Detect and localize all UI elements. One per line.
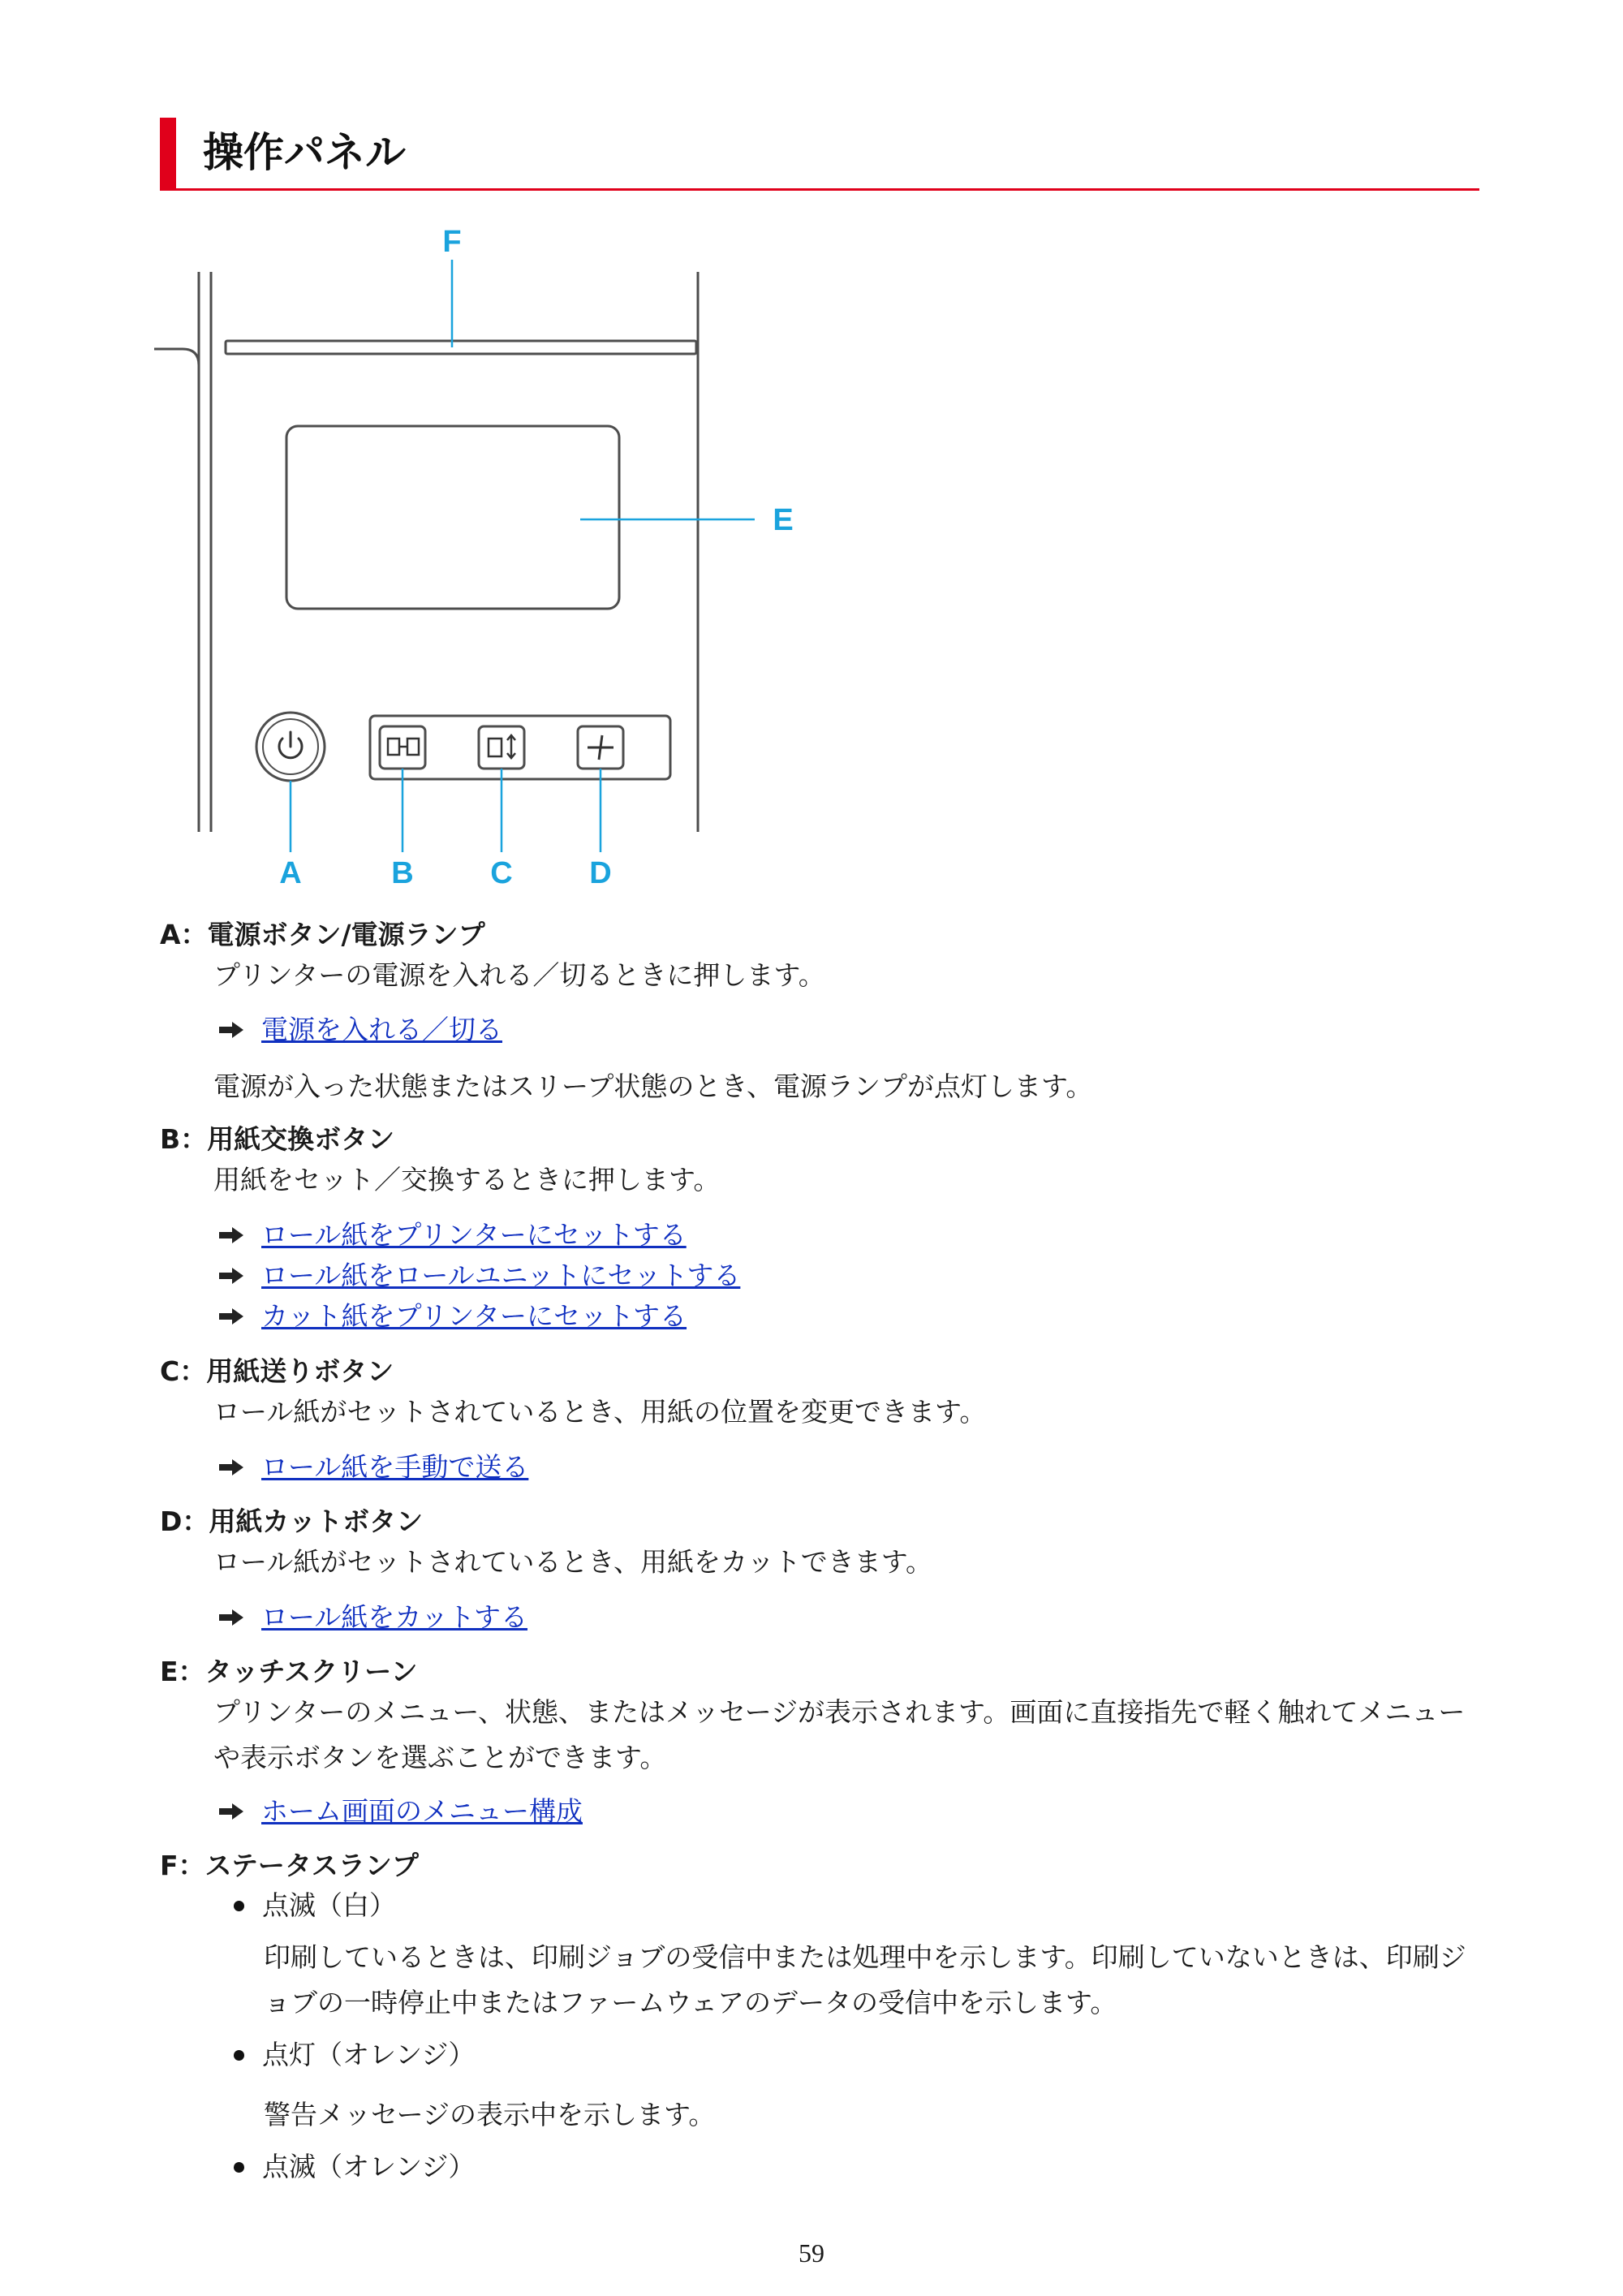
- bullet-1-desc: 印刷しているときは、印刷ジョブの受信中または処理中を示します。印刷していないときは、印刷ジョブの一時停止中またはファームウェアのデータの受信中を示します。: [264, 1941, 1466, 2018]
- bullet-2-desc: 警告メッセージの表示中を示します。: [264, 2099, 716, 2130]
- item-a-desc: プリンターの電源を入れる／切るときに押します。: [213, 959, 825, 991]
- link-power-on-off[interactable]: 電源を入れる／切る: [261, 1014, 502, 1045]
- link-manual-feed[interactable]: ロール紙を手動で送る: [261, 1451, 529, 1483]
- item-a-label: A：電源ボタン/電源ランプ: [160, 919, 485, 950]
- link-load-cut-sheet[interactable]: カット紙をプリンターにセットする: [261, 1300, 687, 1332]
- touch-screen: [286, 426, 619, 609]
- item-e-label: E：タッチスクリーン: [160, 1656, 418, 1687]
- link-load-roll-unit[interactable]: ロール紙をロールユニットにセットする: [261, 1260, 741, 1291]
- bullet-2-label: 点灯（オレンジ）: [262, 2039, 476, 2070]
- item-f-bullet-2: [234, 2037, 475, 2073]
- paper-load-icon: [388, 739, 419, 755]
- callout-e: E: [773, 503, 794, 537]
- heading-accent-bar: [160, 118, 176, 191]
- item-b-label: B：用紙交換ボタン: [160, 1123, 395, 1155]
- bullet-dot-icon: [234, 2162, 244, 2173]
- bullet-dot-icon: [234, 2050, 244, 2061]
- item-a-extra: 電源が入った状態またはスリープ状態のとき、電源ランプが点灯します。: [213, 1070, 1093, 1102]
- right-arrow-icon: [217, 1226, 245, 1245]
- status-lamp: [226, 341, 696, 354]
- callout-a: A: [279, 856, 302, 890]
- item-c-link-row[interactable]: [217, 1450, 528, 1485]
- callout-d: D: [589, 856, 612, 890]
- right-arrow-icon: [217, 1020, 245, 1040]
- item-b-link-row-1[interactable]: [217, 1217, 687, 1253]
- link-cut-roll[interactable]: ロール紙をカットする: [261, 1601, 528, 1633]
- heading-rule: [160, 188, 1479, 191]
- item-c-label: C：用紙送りボタン: [160, 1355, 394, 1387]
- link-home-menu[interactable]: ホーム画面のメニュー構成: [261, 1795, 583, 1827]
- item-f-bullet-3: [234, 2149, 475, 2185]
- link-load-roll-printer[interactable]: ロール紙をプリンターにセットする: [261, 1219, 687, 1251]
- item-c-desc: ロール紙がセットされているとき、用紙の位置を変更できます。: [213, 1396, 987, 1428]
- right-arrow-icon: [217, 1458, 245, 1477]
- operation-panel-figure: [154, 219, 885, 893]
- item-d-desc: ロール紙がセットされているとき、用紙をカットできます。: [213, 1546, 933, 1578]
- callout-f: F: [442, 225, 462, 259]
- paper-feed-icon: [489, 735, 515, 758]
- item-b-link-row-3[interactable]: [217, 1299, 687, 1334]
- item-a-link-row[interactable]: [217, 1012, 502, 1048]
- page-number: 59: [799, 2238, 824, 2268]
- item-d-link-row[interactable]: [217, 1600, 527, 1635]
- item-b-link-row-2[interactable]: [217, 1258, 740, 1294]
- right-arrow-icon: [217, 1307, 245, 1326]
- bullet-3-label: 点滅（オレンジ）: [262, 2151, 476, 2182]
- callout-b: B: [391, 856, 414, 890]
- item-f-bullet-1: [234, 1888, 396, 1923]
- right-arrow-icon: [217, 1802, 245, 1821]
- right-arrow-icon: [217, 1608, 245, 1627]
- panel-side-curve: [154, 349, 199, 365]
- bullet-1-label: 点滅（白）: [262, 1889, 396, 1921]
- paper-cut-icon: [588, 735, 613, 760]
- right-arrow-icon: [217, 1266, 245, 1286]
- item-e-link-row[interactable]: [217, 1794, 583, 1829]
- page-title: 操作パネル: [203, 129, 406, 176]
- item-f-label: F：ステータスランプ: [160, 1850, 419, 1881]
- callout-c: C: [490, 856, 513, 890]
- item-d-label: D：用紙カットボタン: [160, 1506, 424, 1537]
- power-icon: [279, 732, 302, 758]
- item-b-desc: 用紙をセット／交換するときに押します。: [213, 1164, 721, 1195]
- bullet-dot-icon: [234, 1901, 244, 1911]
- item-e-desc: プリンターのメニュー、状態、またはメッセージが表示されます。画面に直接指先で軽く触れてメニューや表示ボタンを選ぶことができます。: [213, 1696, 1466, 1773]
